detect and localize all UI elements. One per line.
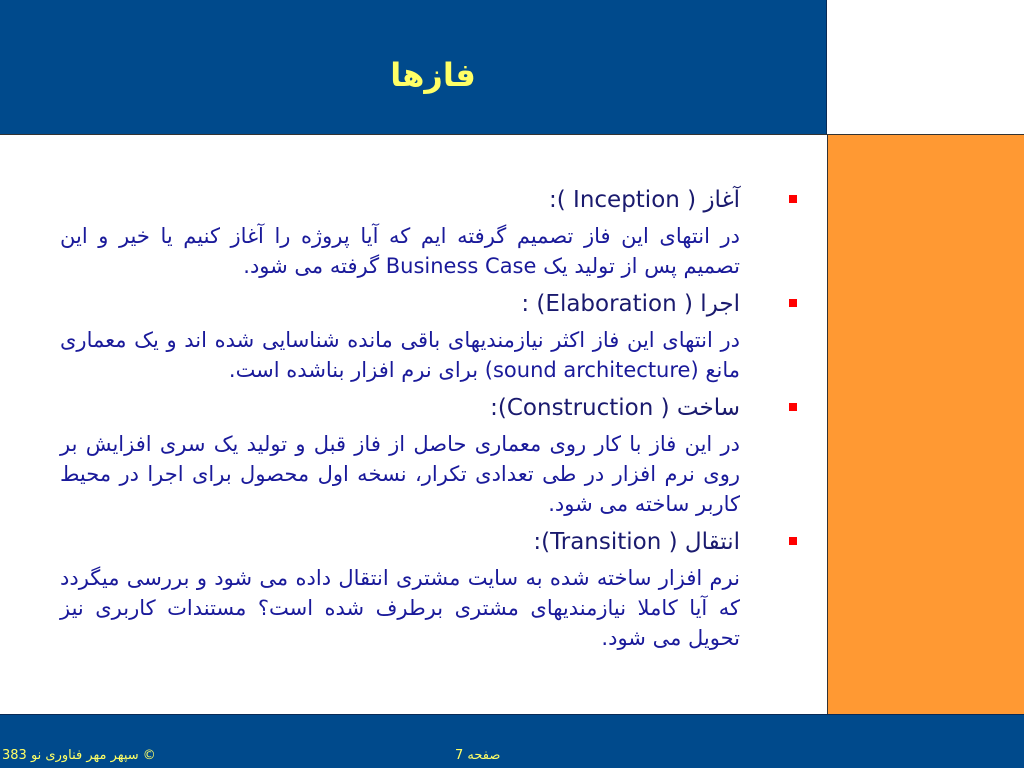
phase-title: انتقال ( Transition): — [533, 529, 740, 555]
phase-item-inception — [60, 183, 740, 281]
slide-title: فازها — [390, 56, 476, 94]
phase-item-construction — [60, 391, 740, 519]
bullet-icon — [789, 299, 797, 307]
phase-item-elaboration — [60, 287, 740, 385]
bullet-icon — [789, 537, 797, 545]
phase-title: ساخت ( Construction): — [490, 395, 740, 421]
phase-list — [60, 183, 740, 659]
bullet-icon — [789, 403, 797, 411]
footer-page-number: صفحه 7 — [455, 748, 501, 763]
phase-description: نرم افزار ساخته شده به سایت مشتری انتقال داده می شود و بررسی میگردد که آیا کاملا نیازمندیهای مشتری برطرف شده است؟ مستندات کاربری نیز تحویل می شود. — [60, 566, 740, 650]
footer-bar — [0, 714, 1024, 768]
top-right-panel — [827, 0, 1024, 134]
phase-title: آغاز ( Inception ): — [548, 187, 740, 213]
bullet-icon — [789, 195, 797, 203]
phase-description: در انتهای این فاز تصمیم گرفته ایم که آیا پروژه را آغاز کنیم یا خیر و این تصمیم پس از تولید یک Business Case گرفته می شود. — [60, 224, 740, 278]
phase-description: در انتهای این فاز اکثر نیازمندیهای باقی مانده شناسایی شده اند و یک معماری مانع (sound architecture) برای نرم افزار بناشده است. — [60, 328, 740, 382]
phase-item-transition — [60, 525, 740, 653]
phase-description: در این فاز با کار روی معماری حاصل از فاز قبل و تولید یک سری افزایش بر روی نرم افزار در طی تعدادی تکرار، نسخه اول محصول برای اجرا در محیط کاربر ساخته می شود. — [60, 432, 740, 516]
footer-copyright: © سپهر مهر فناوری نو 383 — [2, 748, 156, 763]
phase-title: اجرا ( Elaboration) : — [521, 291, 740, 317]
side-accent-panel — [827, 134, 1024, 714]
